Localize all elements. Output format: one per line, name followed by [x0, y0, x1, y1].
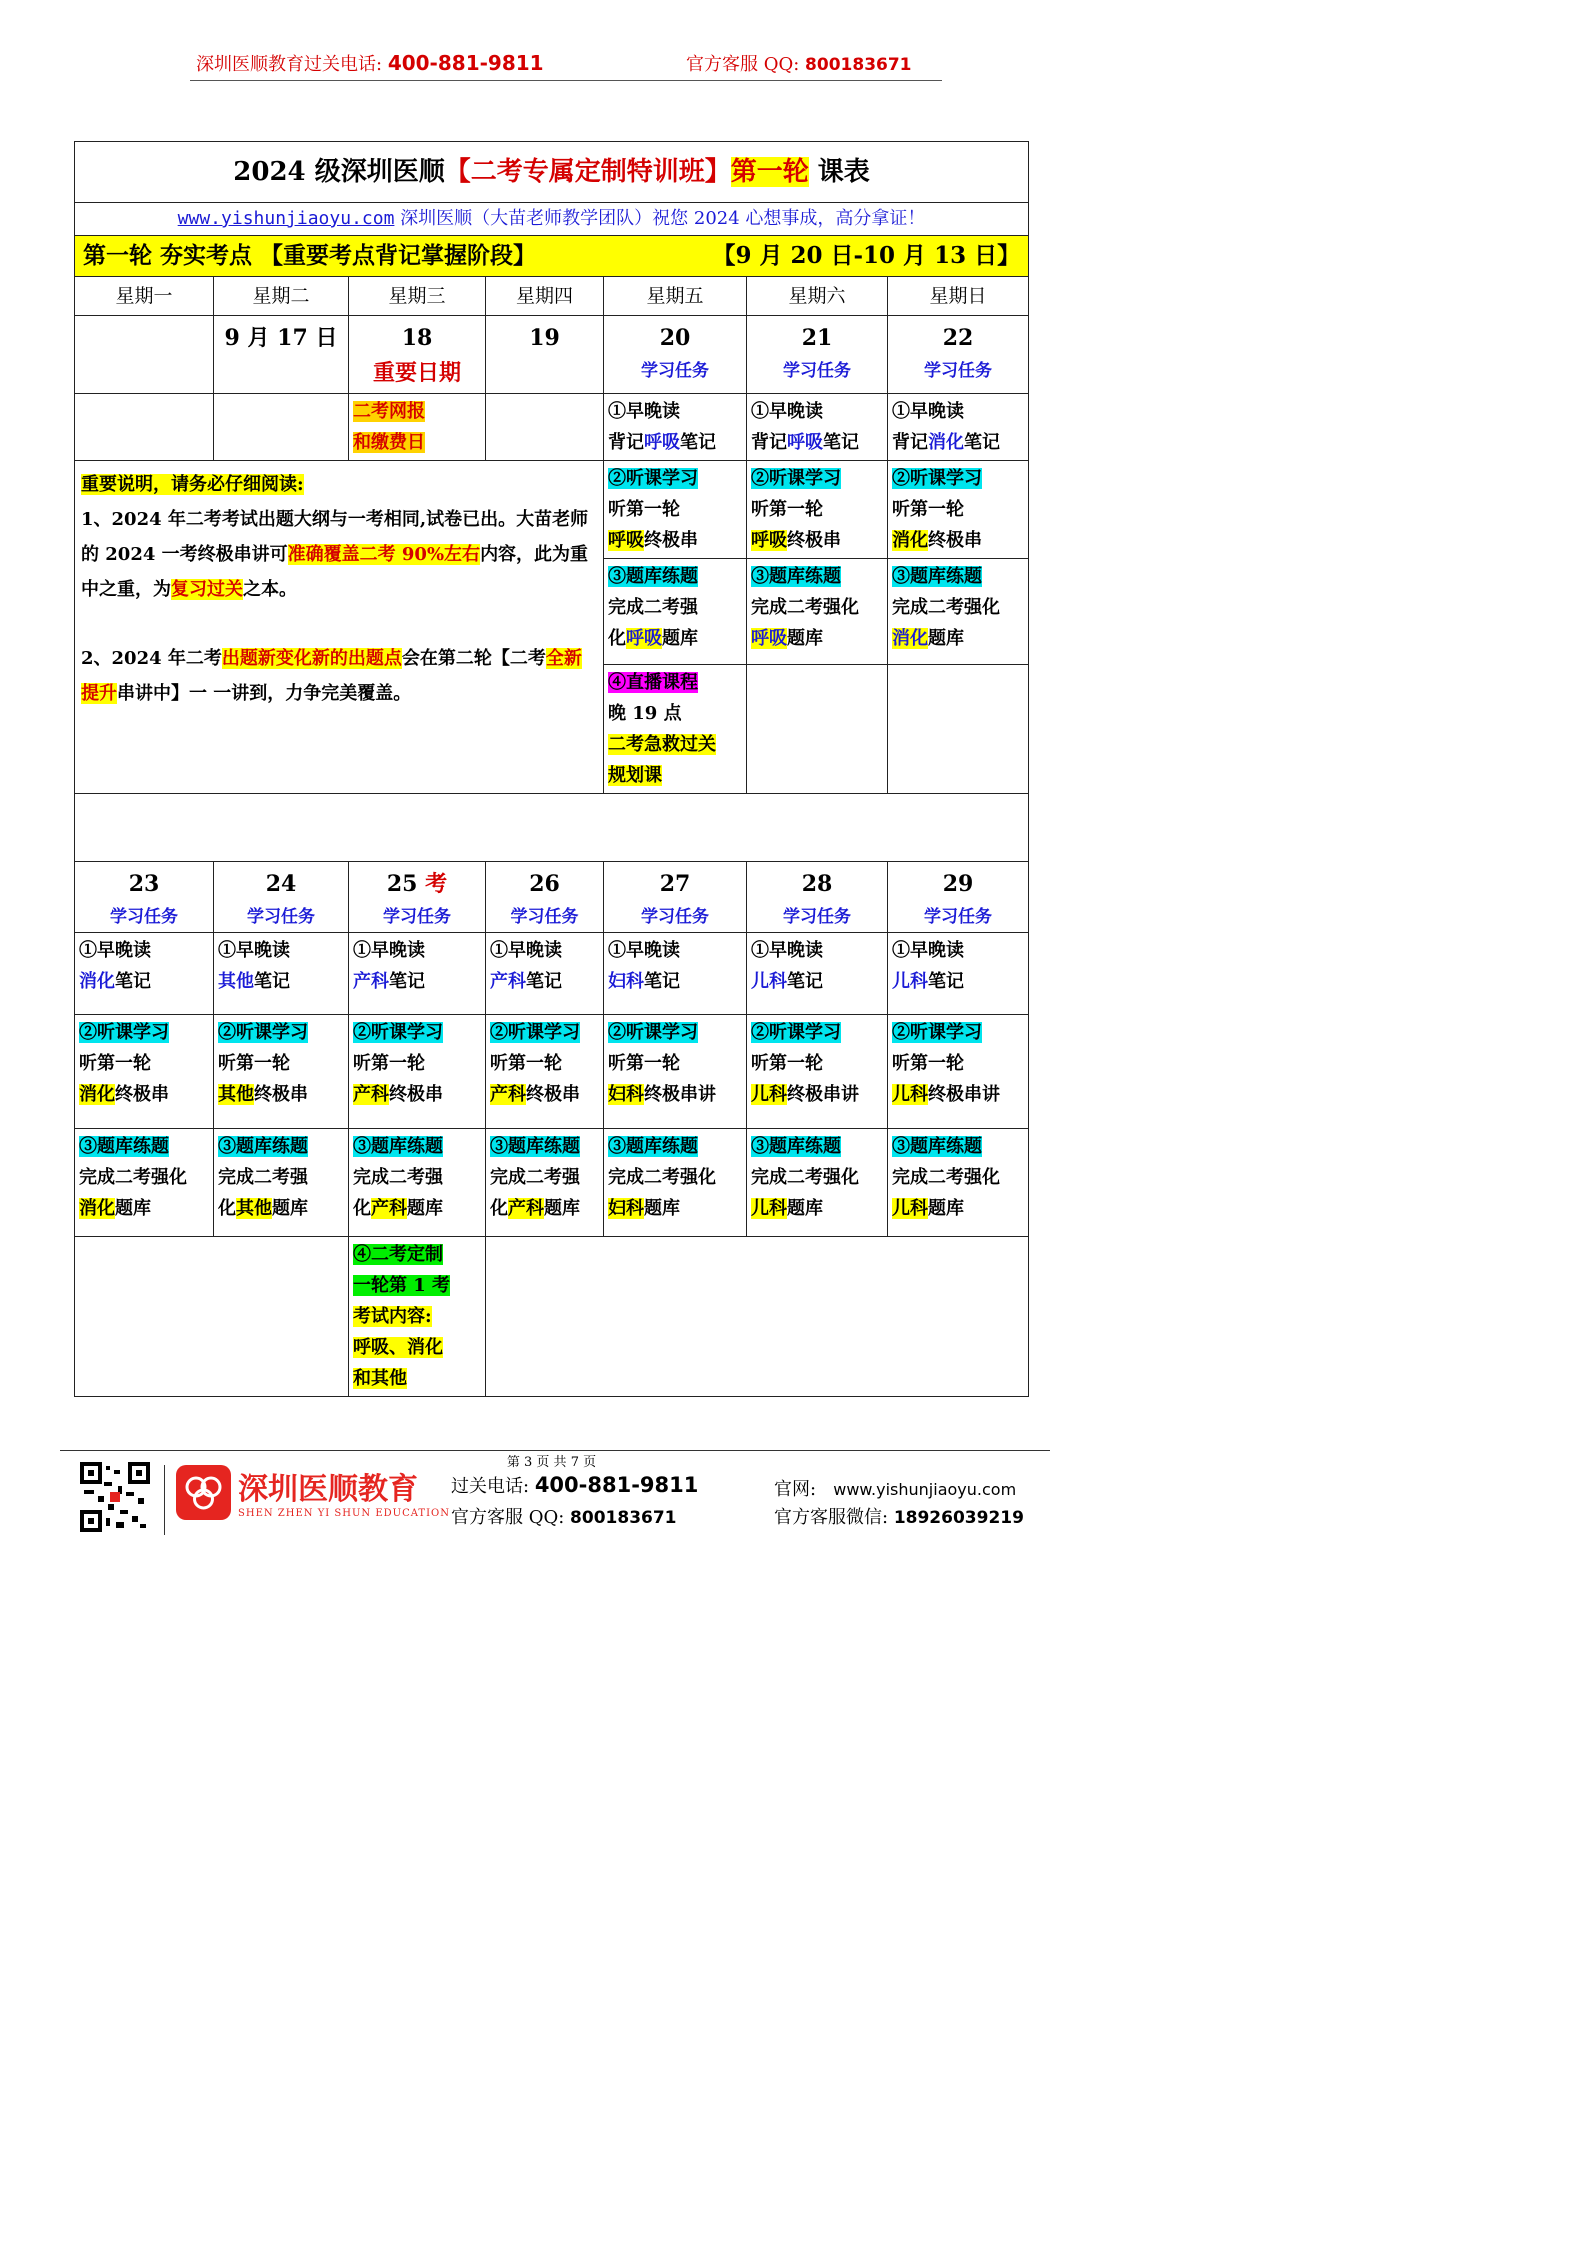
- bank-text: 完成二考强化: [751, 597, 859, 618]
- date-number: 24: [265, 871, 297, 897]
- bank-label: ③题库练题: [608, 566, 698, 587]
- note-text: 会在第二轮【二考: [401, 648, 546, 669]
- note-text: 内容，此为重中之重，为: [81, 544, 589, 600]
- recite-suffix: 笔记: [823, 432, 859, 453]
- footer-wechat-label: 官方客服微信:: [774, 1507, 889, 1528]
- recite-prefix: 背记: [892, 432, 928, 453]
- listen-cell: [888, 1015, 1029, 1129]
- morning-read-cell: [888, 933, 1029, 1015]
- subject: 呼吸: [626, 628, 662, 649]
- bank-cell: [604, 559, 747, 665]
- listen-round: 听第一轮: [751, 499, 823, 520]
- note-suffix: 笔记: [928, 971, 964, 992]
- bank-cell: [349, 1129, 486, 1237]
- bank-text: 完成二考强: [608, 597, 698, 618]
- listen-round: 听第一轮: [353, 1053, 425, 1074]
- morning-read-cell: [888, 394, 1029, 461]
- footer-hotline-number: 400-881-9811: [534, 1473, 699, 1497]
- round-line: [75, 236, 1029, 277]
- subject: 消化: [79, 1084, 115, 1105]
- week1-task-row-2: [75, 461, 1029, 559]
- listen-cell: [747, 461, 888, 559]
- subject: 产科: [490, 971, 526, 992]
- subject: 呼吸: [751, 628, 787, 649]
- date-number: 18: [401, 325, 433, 351]
- spacer-cell: [75, 794, 1029, 862]
- live-time: 晚 19 点: [608, 703, 682, 724]
- brand-logo-icon: [176, 1465, 231, 1520]
- morning-read-cell: [747, 394, 888, 461]
- live-topic: 二考急救过关: [608, 734, 716, 755]
- note-text: 1、2024 年二考考试出题大纲与一考相同,试卷已出。大苗老师的 2024 一考终极串讲可: [81, 509, 589, 565]
- subject: 呼吸: [644, 432, 680, 453]
- weekday-thu: 星期四: [486, 277, 604, 316]
- recite-suffix: 笔记: [680, 432, 716, 453]
- morning-read-label: ①早晚读: [892, 401, 964, 422]
- note-paragraph-1: [81, 502, 597, 607]
- listen-label: ②听课学习: [608, 1022, 698, 1043]
- subject: 产科: [490, 1084, 526, 1105]
- weekday-mon: 星期一: [75, 277, 214, 316]
- footer-site-link[interactable]: www.yishunjiaoyu.com: [833, 1480, 1017, 1499]
- listen-cell: [349, 1015, 486, 1129]
- listen-cell: [604, 1015, 747, 1129]
- note-paragraph-2: [81, 641, 597, 711]
- listen-label: ②听课学习: [751, 468, 841, 489]
- morning-read-label: ①早晚读: [353, 940, 425, 961]
- bank-suffix: 题库: [272, 1198, 308, 1219]
- header-qq: [686, 50, 912, 76]
- task-label: 学习任务: [783, 907, 851, 927]
- morning-read-label: ①早晚读: [751, 401, 823, 422]
- subject: 儿科: [892, 1084, 928, 1105]
- date-number: 25: [386, 871, 418, 897]
- date-number: 23: [128, 871, 160, 897]
- subject: 呼吸: [751, 530, 787, 551]
- exam-title: ④二考定制: [353, 1244, 443, 1265]
- listen-label: ②听课学习: [79, 1022, 169, 1043]
- note-suffix: 笔记: [787, 971, 823, 992]
- note-highlight: 出题新变化新的出题点: [221, 648, 402, 669]
- date-cell: [604, 862, 747, 933]
- subject: 产科: [371, 1198, 407, 1219]
- date-cell: [349, 316, 486, 394]
- morning-read-cell: [604, 933, 747, 1015]
- header-hotline-label: 深圳医顺教育过关电话:: [196, 54, 383, 75]
- bank-suffix: 题库: [115, 1198, 151, 1219]
- bank-text: 化: [490, 1198, 508, 1219]
- week2-date-row: [75, 862, 1029, 933]
- bank-text: 化: [353, 1198, 371, 1219]
- note-suffix: 笔记: [644, 971, 680, 992]
- week1-task-row-1: [75, 394, 1029, 461]
- subject: 呼吸: [608, 530, 644, 551]
- weekday-wed: 星期三: [349, 277, 486, 316]
- bank-cell: [214, 1129, 349, 1237]
- subject: 消化: [79, 1198, 115, 1219]
- listen-label: ②听课学习: [353, 1022, 443, 1043]
- date-number: 21: [801, 325, 833, 351]
- weekday-fri: 星期五: [604, 277, 747, 316]
- important-date-label: 重要日期: [372, 360, 461, 386]
- week2-task-row-2: [75, 1015, 1029, 1129]
- title-part4: 课表: [808, 157, 870, 187]
- important-note: [75, 461, 604, 794]
- task-label: 学习任务: [383, 907, 451, 927]
- brand-name-en: SHEN ZHEN YI SHUN EDUCATION: [238, 1508, 450, 1519]
- footer-qq-label: 官方客服 QQ:: [451, 1507, 565, 1528]
- task-label: 学习任务: [247, 907, 315, 927]
- task-label: 学习任务: [641, 907, 709, 927]
- empty-cell: [486, 394, 604, 461]
- morning-read-cell: [486, 933, 604, 1015]
- bank-suffix: 题库: [928, 628, 964, 649]
- date-cell: [214, 862, 349, 933]
- bank-suffix: 题库: [662, 628, 698, 649]
- bank-text: 完成二考强: [353, 1167, 443, 1188]
- subject: 消化: [79, 971, 115, 992]
- morning-read-label: ①早晚读: [490, 940, 562, 961]
- weekday-sat: 星期六: [747, 277, 888, 316]
- subject: 妇科: [608, 1198, 644, 1219]
- bank-label: ③题库练题: [751, 1136, 841, 1157]
- listen-round: 听第一轮: [892, 1053, 964, 1074]
- subject: 儿科: [751, 1198, 787, 1219]
- task-label: 学习任务: [510, 907, 579, 927]
- registration-cell: [349, 394, 486, 461]
- lecture-suffix: 终极串: [526, 1084, 580, 1105]
- date-cell: [747, 862, 888, 933]
- morning-read-cell: [75, 933, 214, 1015]
- bank-text: 化: [608, 628, 626, 649]
- date-number: 29: [942, 871, 974, 897]
- website-text: 深圳医顺（大苗老师教学团队）祝您 2024 心想事成，高分拿证！: [394, 208, 926, 229]
- note-text: 2、2024 年二考: [81, 648, 222, 669]
- lecture-suffix: 终极串讲: [787, 1084, 859, 1105]
- listen-round: 听第一轮: [490, 1053, 562, 1074]
- empty-cell: [214, 394, 349, 461]
- footer-hotline-label: 过关电话:: [451, 1476, 530, 1497]
- date-number: 20: [659, 325, 691, 351]
- bank-label: ③题库练题: [892, 1136, 982, 1157]
- date-number: 27: [659, 871, 691, 897]
- listen-label: ②听课学习: [490, 1022, 580, 1043]
- week2-task-row-4: [75, 1237, 1029, 1397]
- note-highlight: 准确覆盖二考 90%左右: [287, 544, 481, 565]
- title-part1: 2024 级深圳医顺: [233, 157, 445, 187]
- empty-cell: [75, 1237, 349, 1397]
- bank-suffix: 题库: [928, 1198, 964, 1219]
- exam-title: 一轮第 1 考: [353, 1275, 451, 1296]
- bank-suffix: 题库: [787, 628, 823, 649]
- weekday-tue: 星期二: [214, 277, 349, 316]
- lecture-suffix: 终极串: [115, 1084, 169, 1105]
- website-line: [75, 203, 1029, 236]
- footer-site-label: 官网:: [774, 1479, 817, 1500]
- subject: 其他: [236, 1198, 272, 1219]
- date-number: 28: [801, 871, 833, 897]
- date-cell: [75, 862, 214, 933]
- page-number: 第 3 页 共 7 页: [506, 1455, 597, 1470]
- bank-suffix: 题库: [644, 1198, 680, 1219]
- header-divider: [190, 80, 942, 81]
- footer-qq-number: 800183671: [570, 1508, 677, 1528]
- page-title: [75, 142, 1029, 203]
- listen-cell: [214, 1015, 349, 1129]
- subject: 其他: [218, 971, 254, 992]
- bank-cell: [747, 559, 888, 665]
- morning-read-label: ①早晚读: [751, 940, 823, 961]
- date-cell: [214, 316, 349, 394]
- note-highlight: 复习过关: [171, 579, 243, 600]
- subject: 儿科: [751, 971, 787, 992]
- recite-prefix: 背记: [608, 432, 644, 453]
- date-cell: [75, 316, 214, 394]
- website-url[interactable]: www.yishunjiaoyu.com: [177, 208, 395, 229]
- recite-suffix: 笔记: [964, 432, 1000, 453]
- bank-text: 完成二考强化: [892, 597, 1000, 618]
- bank-cell: [747, 1129, 888, 1237]
- exam-content-label: 考试内容:: [353, 1306, 432, 1327]
- bank-label: ③题库练题: [218, 1136, 308, 1157]
- subject: 儿科: [892, 1198, 928, 1219]
- morning-read-label: ①早晚读: [79, 940, 151, 961]
- date-cell: [747, 316, 888, 394]
- date-number: 19: [529, 325, 560, 351]
- subject: 产科: [508, 1198, 544, 1219]
- task-label: 学习任务: [110, 907, 178, 927]
- subject: 消化: [928, 432, 964, 453]
- date-number: 22: [942, 325, 974, 351]
- qr-code-icon: [80, 1462, 150, 1532]
- note-suffix: 笔记: [526, 971, 562, 992]
- lecture-suffix: 终极串: [389, 1084, 443, 1105]
- note-suffix: 笔记: [254, 971, 290, 992]
- bank-label: ③题库练题: [490, 1136, 580, 1157]
- task-label: 学习任务: [924, 361, 993, 381]
- bank-suffix: 题库: [787, 1198, 823, 1219]
- note-highlight: 全新提升: [81, 648, 582, 704]
- morning-read-label: ①早晚读: [608, 940, 680, 961]
- listen-label: ②听课学习: [892, 468, 982, 489]
- exam-content: 和其他: [353, 1368, 407, 1389]
- bank-label: ③题库练题: [79, 1136, 169, 1157]
- morning-read-label: ①早晚读: [218, 940, 290, 961]
- empty-cell: [888, 665, 1029, 794]
- exam-mark: 考: [425, 871, 448, 897]
- listen-label: ②听课学习: [892, 1022, 982, 1043]
- morning-read-cell: [214, 933, 349, 1015]
- exam-cell: [349, 1237, 486, 1397]
- subject: 儿科: [892, 971, 928, 992]
- date-number: 9 月 17 日: [224, 325, 338, 351]
- bank-cell: [888, 1129, 1029, 1237]
- round-dates: 【9 月 20 日-10 月 13 日】: [712, 242, 1021, 269]
- weekday-row: [75, 277, 1029, 316]
- date-number: 26: [529, 871, 560, 897]
- bank-label: ③题库练题: [751, 566, 841, 587]
- date-cell: [349, 862, 486, 933]
- note-text: 串讲中】一 一讲到，力争完美覆盖。: [117, 683, 412, 704]
- round-title: 第一轮 夯实考点 【重要考点背记掌握阶段】: [83, 242, 537, 269]
- footer-site: [774, 1475, 1016, 1501]
- bank-suffix: 题库: [407, 1198, 443, 1219]
- week1-date-row: [75, 316, 1029, 394]
- subject: 呼吸: [787, 432, 823, 453]
- spacer-row: [75, 794, 1029, 862]
- footer-hotline: [451, 1472, 698, 1498]
- listen-cell: [888, 461, 1029, 559]
- title-part3: 第一轮: [730, 157, 809, 187]
- subject: 消化: [892, 530, 928, 551]
- note-text: 之本。: [243, 579, 297, 600]
- date-cell: [604, 316, 747, 394]
- lecture-suffix: 终极串讲: [928, 1084, 1000, 1105]
- header-qq-number: 800183671: [805, 55, 912, 75]
- morning-read-label: ①早晚读: [608, 401, 680, 422]
- listen-label: ②听课学习: [608, 468, 698, 489]
- bank-text: 完成二考强化: [892, 1167, 1000, 1188]
- subject: 产科: [353, 971, 389, 992]
- registration-line: 二考网报: [353, 401, 425, 422]
- footer-qq: [451, 1503, 677, 1529]
- subject: 妇科: [608, 971, 644, 992]
- task-label: 学习任务: [783, 361, 851, 381]
- listen-round: 听第一轮: [79, 1053, 151, 1074]
- listen-round: 听第一轮: [608, 499, 680, 520]
- schedule-table: [74, 141, 1029, 1397]
- live-title: ④直播课程: [608, 672, 698, 693]
- date-cell: [486, 316, 604, 394]
- listen-label: ②听课学习: [751, 1022, 841, 1043]
- listen-round: 听第一轮: [608, 1053, 680, 1074]
- bank-text: 完成二考强化: [751, 1167, 859, 1188]
- empty-cell: [75, 394, 214, 461]
- bank-label: ③题库练题: [892, 566, 982, 587]
- exam-content: 呼吸、消化: [353, 1337, 443, 1358]
- date-cell: [486, 862, 604, 933]
- title-part2: 【二考专属定制特训班】: [444, 157, 731, 187]
- task-label: 学习任务: [641, 361, 709, 381]
- listen-round: 听第一轮: [751, 1053, 823, 1074]
- lecture-suffix: 终极串: [787, 530, 841, 551]
- lecture-suffix: 终极串: [644, 530, 698, 551]
- morning-read-cell: [747, 933, 888, 1015]
- week2-task-row-1: [75, 933, 1029, 1015]
- bank-text: 完成二考强: [490, 1167, 580, 1188]
- date-cell: [888, 316, 1029, 394]
- bank-text: 完成二考强化: [608, 1167, 716, 1188]
- subject: 产科: [353, 1084, 389, 1105]
- header-qq-label: 官方客服 QQ:: [686, 54, 800, 75]
- header-hotline: [196, 50, 544, 76]
- weekday-sun: 星期日: [888, 277, 1029, 316]
- listen-cell: [604, 461, 747, 559]
- lecture-suffix: 终极串讲: [644, 1084, 716, 1105]
- bank-cell: [888, 559, 1029, 665]
- registration-line: 和缴费日: [353, 432, 425, 453]
- footer-separator: [164, 1465, 165, 1535]
- listen-cell: [747, 1015, 888, 1129]
- date-cell: [888, 862, 1029, 933]
- footer-wechat-number: 18926039219: [893, 1508, 1024, 1528]
- empty-cell: [747, 665, 888, 794]
- lecture-suffix: 终极串: [254, 1084, 308, 1105]
- subject: 儿科: [751, 1084, 787, 1105]
- recite-prefix: 背记: [751, 432, 787, 453]
- bank-suffix: 题库: [544, 1198, 580, 1219]
- bank-cell: [75, 1129, 214, 1237]
- task-label: 学习任务: [924, 907, 993, 927]
- week2-task-row-3: [75, 1129, 1029, 1237]
- footer-wechat: [774, 1503, 1024, 1529]
- note-suffix: 笔记: [115, 971, 151, 992]
- subject: 妇科: [608, 1084, 644, 1105]
- subject: 消化: [892, 628, 928, 649]
- note-suffix: 笔记: [389, 971, 425, 992]
- morning-read-label: ①早晚读: [892, 940, 964, 961]
- bank-text: 化: [218, 1198, 236, 1219]
- bank-label: ③题库练题: [608, 1136, 698, 1157]
- listen-round: 听第一轮: [218, 1053, 290, 1074]
- note-heading: 重要说明，请务必仔细阅读:: [81, 474, 304, 495]
- live-cell: [604, 665, 747, 794]
- bank-cell: [604, 1129, 747, 1237]
- subject: 其他: [218, 1084, 254, 1105]
- listen-label: ②听课学习: [218, 1022, 308, 1043]
- morning-read-cell: [604, 394, 747, 461]
- bank-text: 完成二考强: [218, 1167, 308, 1188]
- lecture-suffix: 终极串: [928, 530, 982, 551]
- empty-cell: [486, 1237, 1029, 1397]
- listen-round: 听第一轮: [892, 499, 964, 520]
- live-topic: 规划课: [608, 765, 662, 786]
- morning-read-cell: [349, 933, 486, 1015]
- bank-cell: [486, 1129, 604, 1237]
- bank-text: 完成二考强化: [79, 1167, 187, 1188]
- header-hotline-number: 400-881-9811: [387, 51, 544, 75]
- listen-cell: [486, 1015, 604, 1129]
- brand-name: 深圳医顺教育: [238, 1472, 418, 1507]
- listen-cell: [75, 1015, 214, 1129]
- bank-label: ③题库练题: [353, 1136, 443, 1157]
